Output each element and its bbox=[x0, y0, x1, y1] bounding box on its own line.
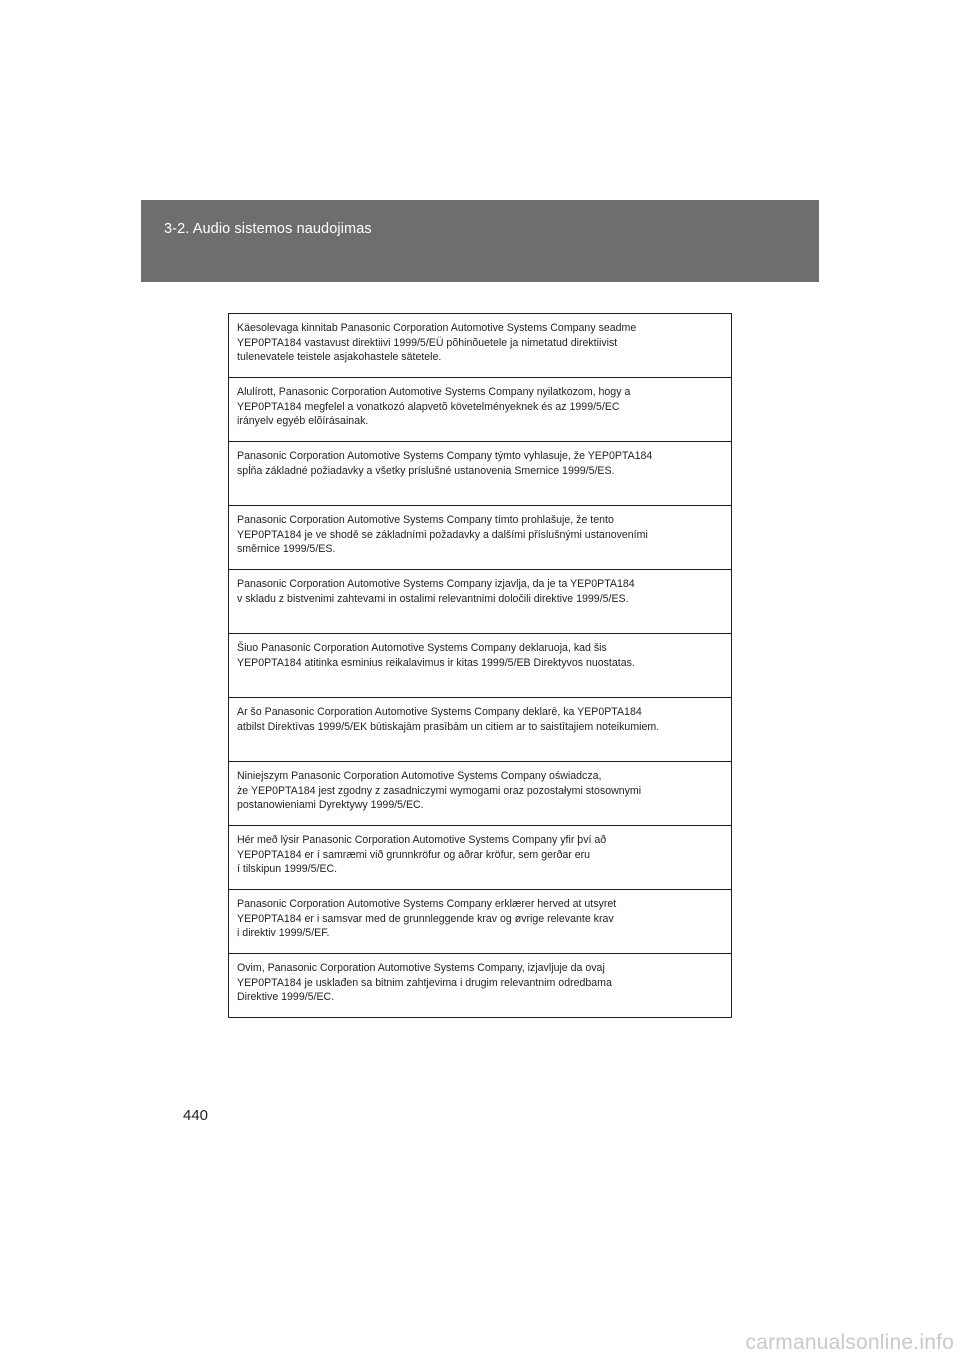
declaration-line: Alulírott, Panasonic Corporation Automotive Systems Company nyilatkozom, hogy a bbox=[237, 386, 631, 398]
declaration-row bbox=[229, 634, 731, 698]
declaration-row bbox=[229, 698, 731, 762]
declaration-line: Panasonic Corporation Automotive Systems Company erklærer herved at utsyret bbox=[237, 898, 617, 910]
declaration-line: YEP0PTA184 vastavust direktiivi 1999/5/EÜ põhinõuetele ja nimetatud direktiivist bbox=[237, 336, 618, 349]
page-number: 440 bbox=[183, 1107, 209, 1124]
declaration-line: YEP0PTA184 je usklađen sa bitnim zahtjevima i drugim relevantnim odredbama bbox=[237, 976, 612, 989]
declaration-line: YEP0PTA184 er i samsvar med de grunnleggende krav og øvrige relevante krav bbox=[237, 912, 614, 925]
declaration-line: YEP0PTA184 megfelel a vonatkozó alapvetõ követelményeknek és az 1999/5/EC bbox=[237, 400, 620, 413]
watermark: carmanualsonline.info bbox=[745, 1331, 954, 1354]
declaration-line: atbilst Direktīvas 1999/5/EK būtiskajām prasībām un citiem ar to saistītajiem noteikumiem. bbox=[237, 720, 660, 733]
declaration-line: Šiuo Panasonic Corporation Automotive Systems Company deklaruoja, kad šis bbox=[237, 642, 607, 654]
declaration-line: Hér með lýsir Panasonic Corporation Automotive Systems Company yfir því að bbox=[237, 834, 607, 846]
declaration-line: i direktiv 1999/5/EF. bbox=[237, 927, 330, 939]
section-title: 3-2. Audio sistemos naudojimas bbox=[164, 221, 372, 237]
declaration-line: Direktive 1999/5/EC. bbox=[237, 991, 335, 1003]
declaration-row bbox=[229, 762, 731, 826]
declaration-line: Panasonic Corporation Automotive Systems Company izjavlja, da je ta YEP0PTA184 bbox=[237, 578, 635, 590]
declaration-line: Ovim, Panasonic Corporation Automotive Systems Company, izjavljuje da ovaj bbox=[237, 962, 605, 974]
declaration-line: że YEP0PTA184 jest zgodny z zasadniczymi wymogami oraz pozostałymi stosownymi bbox=[237, 784, 642, 797]
declaration-line: Niniejszym Panasonic Corporation Automotive Systems Company oświadcza, bbox=[237, 770, 602, 782]
declaration-line: Panasonic Corporation Automotive Systems Company tímto prohlašuje, že tento bbox=[237, 514, 614, 526]
declaration-line: irányelv egyéb elõírásainak. bbox=[237, 415, 369, 427]
declaration-row bbox=[229, 570, 731, 634]
declaration-line: YEP0PTA184 je ve shodě se základními požadavky a dalšími příslušnými ustanoveními bbox=[237, 528, 648, 541]
declaration-line: v skladu z bistvenimi zahtevami in ostalimi relevantnimi določili direktive 1999/5/ES. bbox=[237, 592, 629, 605]
declaration-row bbox=[229, 442, 731, 506]
declaration-line: směrnice 1999/5/ES. bbox=[237, 543, 336, 555]
declaration-line: í tilskipun 1999/5/EC. bbox=[237, 863, 338, 875]
declaration-line: tulenevatele teistele asjakohastele sätetele. bbox=[237, 351, 442, 363]
declaration-line: postanowieniami Dyrektywy 1999/5/EC. bbox=[237, 799, 424, 811]
declaration-row bbox=[229, 378, 731, 442]
declaration-line: YEP0PTA184 er í samræmi við grunnkröfur og aðrar kröfur, sem gerðar eru bbox=[237, 848, 591, 861]
declaration-row bbox=[229, 314, 731, 378]
declaration-row bbox=[229, 890, 731, 954]
declaration-line: spĺňa základné požiadavky a všetky príslušné ustanovenia Smernice 1999/5/ES. bbox=[237, 464, 615, 477]
declaration-row bbox=[229, 506, 731, 570]
declaration-row bbox=[229, 954, 731, 1017]
declaration-line: Käesolevaga kinnitab Panasonic Corporation Automotive Systems Company seadme bbox=[237, 322, 637, 334]
declaration-line: Panasonic Corporation Automotive Systems Company týmto vyhlasuje, že YEP0PTA184 bbox=[237, 450, 653, 462]
declarations-table bbox=[228, 313, 732, 1018]
declaration-line: YEP0PTA184 atitinka esminius reikalavimus ir kitas 1999/5/EB Direktyvos nuostatas. bbox=[237, 656, 635, 669]
declaration-line: Ar šo Panasonic Corporation Automotive Systems Company deklarē, ka YEP0PTA184 bbox=[237, 706, 642, 718]
declaration-row bbox=[229, 826, 731, 890]
section-header-band bbox=[141, 200, 819, 282]
